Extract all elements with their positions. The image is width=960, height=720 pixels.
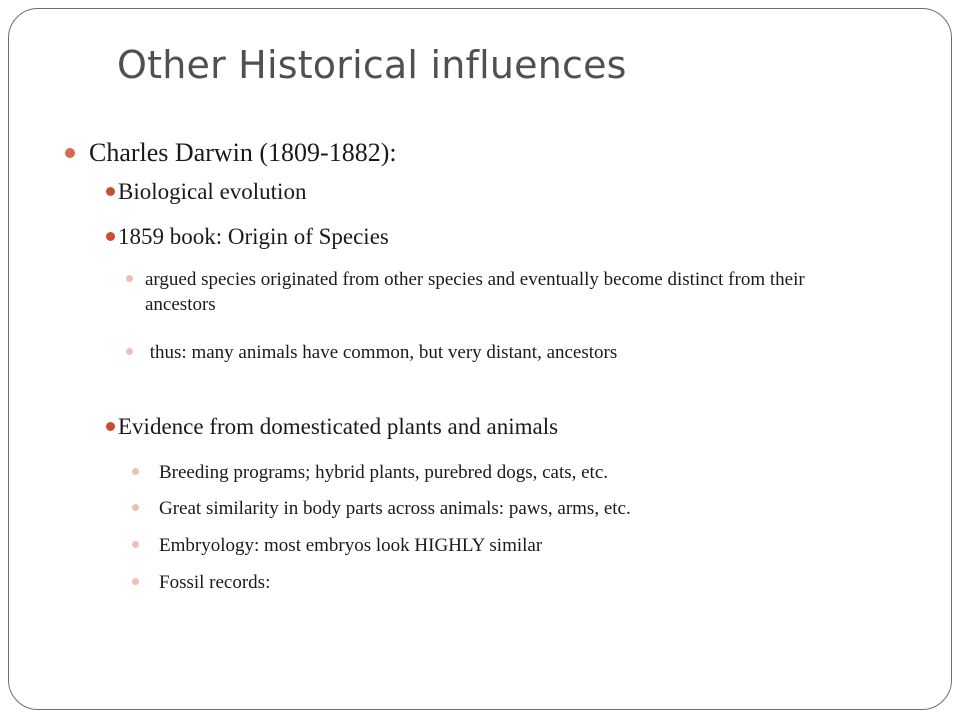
bullet-fossil: [159, 570, 270, 595]
bullet-dot-icon: [132, 541, 139, 548]
bullet-dot-icon: [126, 348, 133, 355]
bullet-dot-icon: [132, 468, 139, 475]
bullet-dot-icon: [106, 232, 115, 241]
bullet-text: thus: many animals have common, but very distant, ancestors: [145, 342, 618, 363]
bullet-text: Fossil records:: [159, 572, 271, 593]
bullet-text: Biological evolution: [118, 179, 307, 204]
bullet-text: 1859 book: Origin of Species: [118, 224, 389, 249]
bullet-dot-icon: [126, 275, 133, 282]
bullet-argued: [145, 267, 865, 317]
bullet-dot-icon: [132, 578, 139, 585]
slide-frame: [8, 8, 952, 710]
bullet-dot-icon: [65, 148, 75, 158]
bullet-text: argued species originated from other species and eventually become distinct from their ancestors: [145, 269, 805, 315]
bullet-thus: [145, 340, 617, 365]
bullet-text: Breeding programs; hybrid plants, purebred dogs, cats, etc.: [159, 462, 609, 483]
bullet-text: Charles Darwin (1809-1882):: [89, 138, 397, 167]
bullet-breeding: [159, 460, 608, 485]
bullet-text: Evidence from domesticated plants and animals: [118, 414, 559, 439]
bullet-biological-evolution: [118, 178, 306, 206]
bullet-text: Great similarity in body parts across animals: paws, arms, etc.: [159, 498, 631, 519]
bullet-dot-icon: [132, 504, 139, 511]
bullet-book: [118, 223, 389, 251]
slide-content: [9, 9, 951, 709]
bullet-embryology: [159, 533, 542, 558]
bullet-similarity: [159, 496, 631, 521]
bullet-dot-icon: [106, 422, 115, 431]
bullet-darwin: [89, 138, 397, 168]
slide-title: Other Historical influences: [117, 43, 627, 87]
bullet-evidence: [118, 413, 558, 441]
bullet-dot-icon: [106, 187, 115, 196]
bullet-text: Embryology: most embryos look HIGHLY similar: [159, 535, 543, 556]
